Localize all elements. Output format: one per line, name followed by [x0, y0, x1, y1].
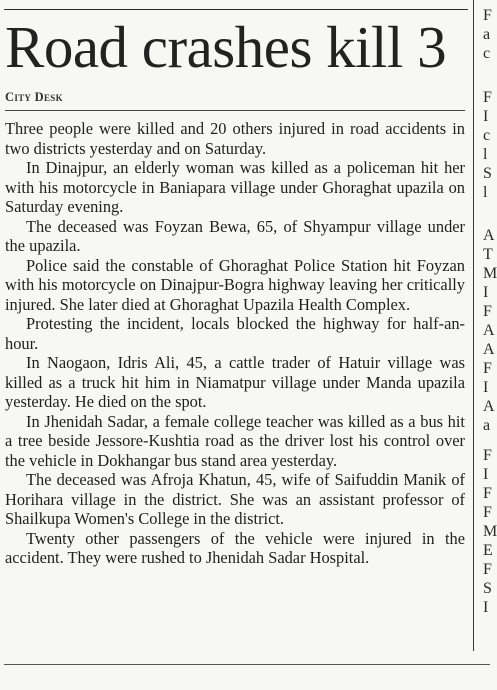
article-body: [5, 119, 465, 568]
adjacent-column-letter: F: [483, 89, 492, 106]
adjacent-column-letter: A: [483, 398, 495, 415]
adjacent-column-letter: A: [483, 322, 495, 339]
adjacent-column-letter: F: [483, 504, 492, 521]
paragraph: Three people were killed and 20 others injured in road accidents in two districts yesterday and on Saturday.: [5, 119, 465, 158]
adjacent-column-letter: a: [483, 26, 491, 43]
adjacent-column-letter: T: [483, 246, 493, 263]
adjacent-column-letter: I: [483, 466, 489, 483]
adjacent-column-letter: F: [483, 447, 492, 464]
adjacent-column-letter: A: [483, 341, 495, 358]
adjacent-column-letter: F: [483, 303, 492, 320]
adjacent-column-letter: M: [483, 265, 497, 282]
adjacent-column-letter: F: [483, 561, 492, 578]
adjacent-column-letter: I: [483, 379, 489, 396]
adjacent-column-letter: I: [483, 599, 489, 616]
adjacent-column-letter: S: [483, 580, 492, 597]
adjacent-column-letter: l: [483, 184, 488, 201]
paragraph: In Dinajpur, an elderly woman was killed as a policeman hit her with his motorcycle in Baniapara village under Ghoraghat upazila on Saturday evening.: [5, 158, 465, 216]
adjacent-column-fragment: [483, 0, 497, 651]
adjacent-column-letter: c: [483, 127, 491, 144]
byline-rule: [5, 110, 465, 111]
byline: City Desk: [5, 90, 63, 104]
adjacent-column-letter: I: [483, 108, 489, 125]
adjacent-column-letter: I: [483, 284, 489, 301]
bottom-rule: [4, 664, 490, 665]
adjacent-column-letter: A: [483, 227, 495, 244]
paragraph: Protesting the incident, locals blocked the highway for half-an-hour.: [5, 314, 465, 353]
adjacent-column-letter: a: [483, 417, 491, 434]
paragraph: In Naogaon, Idris Ali, 45, a cattle trader of Hatuir village was killed as a truck hit him in Niamatpur village under Manda upazila yesterday. He died on the spot.: [5, 353, 465, 411]
top-rule: [4, 9, 468, 10]
adjacent-column-letter: E: [483, 542, 493, 559]
adjacent-column-letter: S: [483, 165, 492, 182]
paragraph: The deceased was Afroja Khatun, 45, wife of Saifuddin Manik of Horihara village in the district. She was an assistant professor of Shailkupa Women's College in the district.: [5, 470, 465, 528]
paragraph: Police said the constable of Ghoraghat Police Station hit Foyzan with his motorcycle on Dinajpur-Bogra highway leaving her critically injured. She later died at Ghoraghat Upazila Health Complex.: [5, 255, 465, 314]
adjacent-column-letter: c: [483, 45, 491, 62]
paragraph: In Jhenidah Sadar, a female college teacher was killed as a bus hit a tree beside Jessore-Kushtia road as the driver lost his control over the vehicle in Dokhangar bus stand area yesterday.: [5, 411, 465, 470]
adjacent-column-letter: M: [483, 523, 497, 540]
adjacent-column-letter: F: [483, 360, 492, 377]
paragraph: Twenty other passengers of the vehicle were injured in the accident. They were rushed to Jhenidah Sadar Hospital.: [5, 528, 465, 567]
adjacent-column-letter: F: [483, 7, 492, 24]
adjacent-column-letter: F: [483, 485, 492, 502]
headline: Road crashes kill 3: [5, 14, 447, 80]
adjacent-column-letter: l: [483, 146, 488, 163]
column-divider: [473, 0, 474, 651]
paragraph: The deceased was Foyzan Bewa, 65, of Shyampur village under the upazila.: [5, 216, 465, 255]
article: [5, 14, 465, 568]
